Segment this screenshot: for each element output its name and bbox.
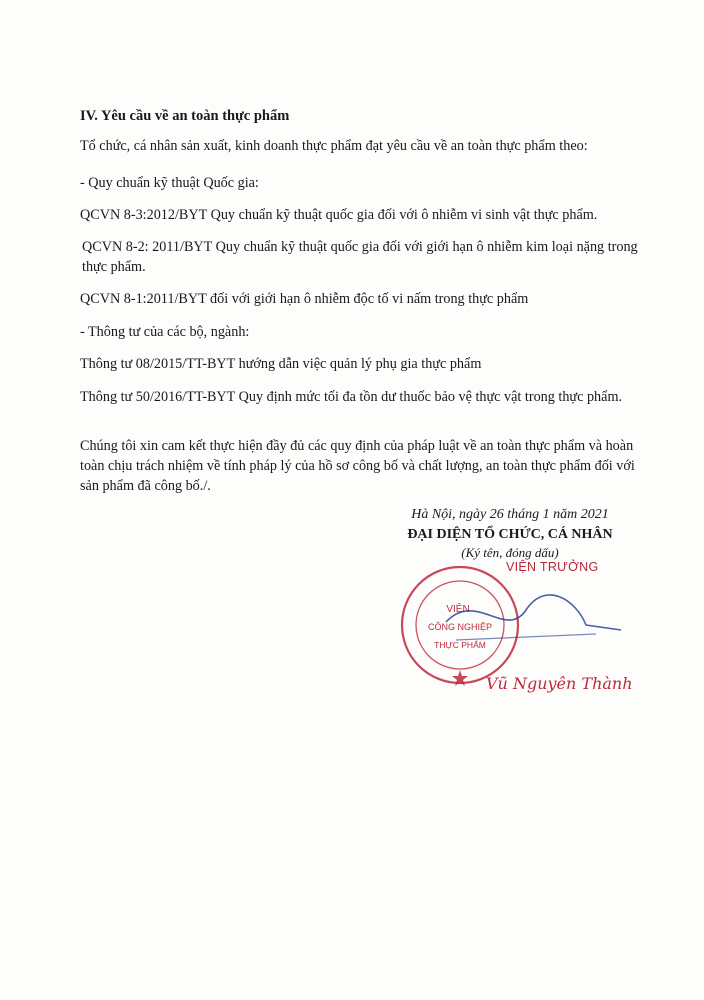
stamp-line-3: THỰC PHẨM — [434, 640, 486, 650]
standard-item: QCVN 8-2: 2011/BYT Quy chuẩn kỹ thuật quốc gia đối với giới hạn ô nhiễm kim loại nặng trong thực phẩm. — [82, 239, 638, 275]
standard-item: QCVN 8-1:2011/BYT đối với giới hạn ô nhiễm độc tố vi nấm trong thực phẩm — [80, 291, 529, 307]
commitment-paragraph: Chúng tôi xin cam kết thực hiện đầy đủ các quy định của pháp luật về an toàn thực phẩm và hoàn toàn chịu trách nhiệm về tính pháp lý của hồ sơ công bố và chất lượng, an toàn thực phẩm đối với sản phẩm đã công bố./. — [80, 438, 635, 494]
standard-item: QCVN 8-3:2012/BYT Quy chuẩn kỹ thuật quốc gia đối với ô nhiễm vi sinh vật thực phẩm. — [80, 207, 598, 223]
stamp-line-1: VIỆN — [446, 604, 470, 615]
national-standards-label: - Quy chuẩn kỹ thuật Quốc gia: — [80, 175, 259, 191]
representative-heading: ĐẠI DIỆN TỔ CHỨC, CÁ NHÂN — [407, 527, 613, 542]
section-heading: IV. Yêu cầu về an toàn thực phẩm — [80, 108, 290, 124]
stamp-line-2: CÔNG NGHIỆP — [427, 622, 493, 632]
circular-item: Thông tư 08/2015/TT-BYT hướng dẫn việc quản lý phụ gia thực phẩm — [80, 356, 482, 372]
date-line: Hà Nội, ngày 26 tháng 1 năm 2021 — [411, 507, 609, 522]
sign-instruction: (Ký tên, đóng dấu) — [461, 545, 559, 560]
circular-item: Thông tư 50/2016/TT-BYT Quy định mức tối đa tồn dư thuốc bảo vệ thực vật trong thực phẩm. — [80, 389, 623, 405]
circulars-label: - Thông tư của các bộ, ngành: — [80, 324, 250, 340]
intro-paragraph: Tổ chức, cá nhân sản xuất, kinh doanh thực phẩm đạt yêu cầu về an toàn thực phẩm theo: — [80, 138, 588, 154]
signer-title: VIỆN TRƯỞNG — [506, 560, 599, 574]
signer-name: Vũ Nguyên Thành — [486, 674, 633, 693]
